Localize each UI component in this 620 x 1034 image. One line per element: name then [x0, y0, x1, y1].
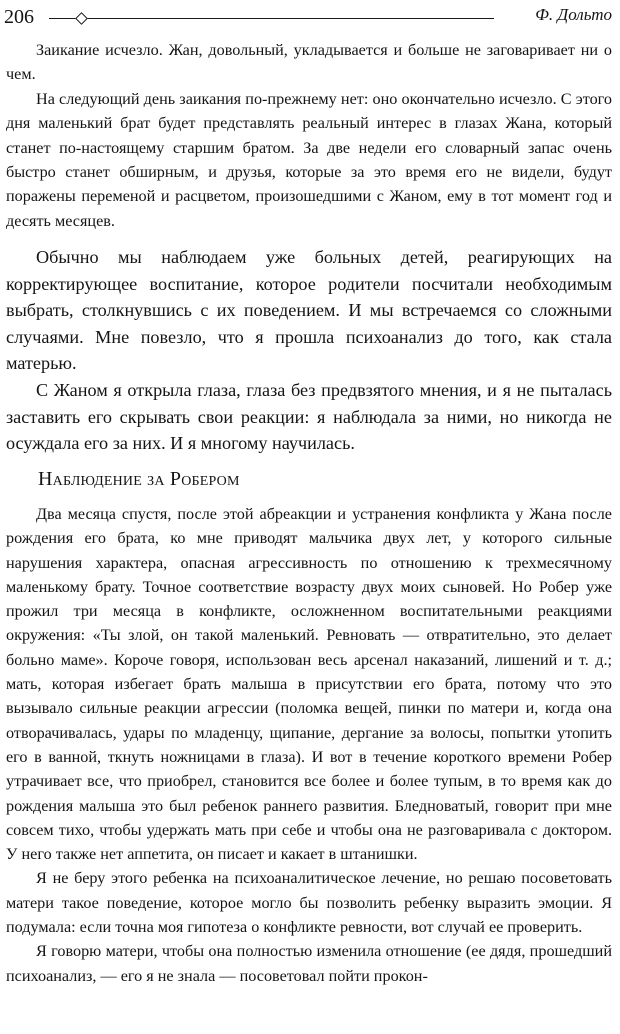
- text-block-top: [6, 38, 612, 233]
- paragraph: Обычно мы наблюдаем уже больных детей, реагирующих на корректирующее воспитание, которое родители посчитали необходимым выбрать, столкнувшись с их поведением. И мы встречаемся со сложными случаями. Мне повезло, что я прошла психоанализ до того, как стала матерью.: [6, 247, 612, 374]
- page-number: 206: [4, 6, 34, 28]
- paragraph: Два месяца спустя, после этой абреакции и устранения конфликта у Жана после рождения его брата, ко мне приводят мальчика двух лет, у которого сильные нарушения характера, опасная агрессивность по отношению к трехмесячному маленькому брату. Точное соответствие возрасту двух моих сыновей. Но Робер уже прожил три месяца в конфликте, осложненном воспитательными реакциями окружения: «Ты злой, он такой маленький. Ревновать — отвратительно, это делает больно маме». Короче говоря, использован весь арсенал наказаний, лишений и т. д.; мать, которая избегает брать малыша в присутствии его брата, потому что это вызывало сильные реакции агрессии (поломка вещей, пинки по матери и, когда она отворачивалась, удары по младенцу, щипание, дергание за волосы, попытки утопить его в ванной, ткнуть ножницами в глаза). И вот в течение короткого времени Робер утрачивает все, что приобрел, становится все более и более тупым, в то время как до рождения малыша это был ребенок раннего развития. Бледноватый, говорит при мне совсем тихо, чтобы удержать мать при себе и чтобы она не разговаривала с доктором. У него также нет аппетита, он писает и какает в штанишки.: [6, 505, 612, 864]
- running-head: [4, 4, 612, 30]
- running-head-author: Ф. Дольто: [535, 5, 612, 24]
- paragraph: Я не беру этого ребенка на психоаналитическое лечение, но решаю посоветовать матери такое поведение, которое могло бы позволить ребенку выразить эмоции. Я подумала: если точна моя гипотеза о конфликте ревности, вот случай ее проверить.: [6, 869, 612, 937]
- paragraph: На следующий день заикания по-прежнему нет: оно окончательно исчезло. С этого дня маленький брат будет представлять реальный интерес в глазах Жана, который станет по-настоящему старшим братом. За две недели его словарный запас очень быстро станет обширным, и друзья, которые за это время его не видели, будут поражены переменой и расцветом, произошедшими с Жаном, ему в тот момент год и десять месяцев.: [6, 89, 612, 230]
- text-block-section: [6, 502, 612, 988]
- text-block-large: [6, 244, 612, 457]
- paragraph: Я говорю матери, чтобы она полностью изменила отношение (ее дядя, прошедший психоанализ, — его я не знала — посоветовал пойти прокон-: [6, 942, 612, 985]
- header-rule: [49, 18, 494, 19]
- paragraph: Заикание исчезло. Жан, довольный, укладывается и больше не заговаривает ни о чем.: [6, 41, 612, 84]
- paragraph: С Жаном я открыла глаза, глаза без предвзятого мнения, и я не пыталась заставить его скрывать свои реакции: я наблюдала за ними, но никогда не осуждала его за них. И я многому научилась.: [6, 379, 612, 454]
- section-heading: Наблюдение за Робером: [38, 468, 240, 490]
- diamond-ornament-icon: [75, 12, 88, 25]
